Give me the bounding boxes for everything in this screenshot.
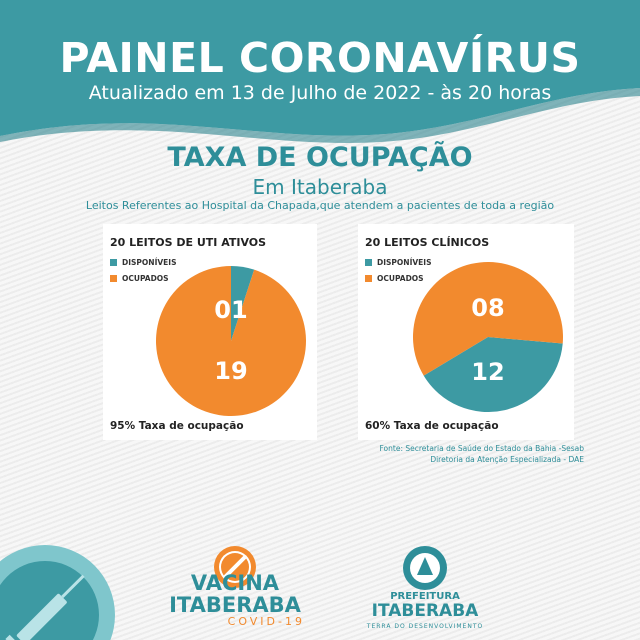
uti-occupied-value: 19 bbox=[214, 357, 248, 385]
city-seal-icon bbox=[402, 545, 448, 591]
prefeitura-tagline: TERRA DO DESENVOLVIMENTO bbox=[366, 623, 484, 630]
card-title: 20 LEITOS DE UTI ATIVOS bbox=[110, 236, 267, 249]
vacina-itaberaba-logo bbox=[165, 545, 305, 630]
uti-available-value: 01 bbox=[214, 296, 248, 324]
update-subtitle: Atualizado em 13 de Julho de 2022 - às 20 horas bbox=[88, 82, 552, 104]
legend-swatch-teal bbox=[365, 259, 372, 266]
legend-label: OCUPADOS bbox=[377, 274, 424, 283]
section-note: Leitos Referentes ao Hospital da Chapada,que atendem a pacientes de toda a região bbox=[85, 199, 555, 212]
uti-pie-chart bbox=[156, 266, 306, 416]
clinical-rate: 60% Taxa de ocupação bbox=[365, 420, 499, 432]
page-title: PAINEL CORONAVÍRUS bbox=[59, 34, 581, 82]
legend-label: OCUPADOS bbox=[122, 274, 169, 283]
pie-slice-occupied bbox=[156, 266, 306, 416]
legend-swatch-orange bbox=[365, 275, 372, 282]
clinical-available-value: 08 bbox=[471, 294, 505, 322]
source-line-1: Fonte: Secretaria de Saúde do Estado da Bahia -Sesab bbox=[379, 444, 584, 453]
card-title: 20 LEITOS CLÍNICOS bbox=[365, 236, 490, 249]
prefeitura-itaberaba-logo bbox=[360, 545, 490, 630]
legend-label: DISPONÍVEIS bbox=[122, 258, 177, 267]
vacina-line-2: ITABERABA bbox=[169, 593, 301, 617]
prefeitura-city-name: ITABERABA bbox=[371, 601, 479, 621]
source-line-2: Diretoria da Atenção Especializada - DAE bbox=[430, 455, 584, 464]
clinical-card bbox=[358, 224, 574, 440]
vacina-line-1: VACINA bbox=[190, 571, 280, 595]
syringe-decoration-icon bbox=[0, 520, 130, 640]
section-subtitle: Em Itaberaba bbox=[252, 175, 388, 199]
legend-label: DISPONÍVEIS bbox=[377, 258, 432, 267]
clinical-pie-chart bbox=[413, 262, 563, 412]
vacina-line-3: COVID-19 bbox=[227, 615, 305, 628]
prefeitura-label: PREFEITURA bbox=[390, 591, 460, 602]
legend-swatch-teal bbox=[110, 259, 117, 266]
uti-rate: 95% Taxa de ocupação bbox=[110, 420, 244, 432]
legend-swatch-orange bbox=[110, 275, 117, 282]
uti-card bbox=[103, 224, 317, 440]
section-title: TAXA DE OCUPAÇÃO bbox=[167, 142, 473, 173]
clinical-occupied-value: 12 bbox=[471, 358, 505, 386]
